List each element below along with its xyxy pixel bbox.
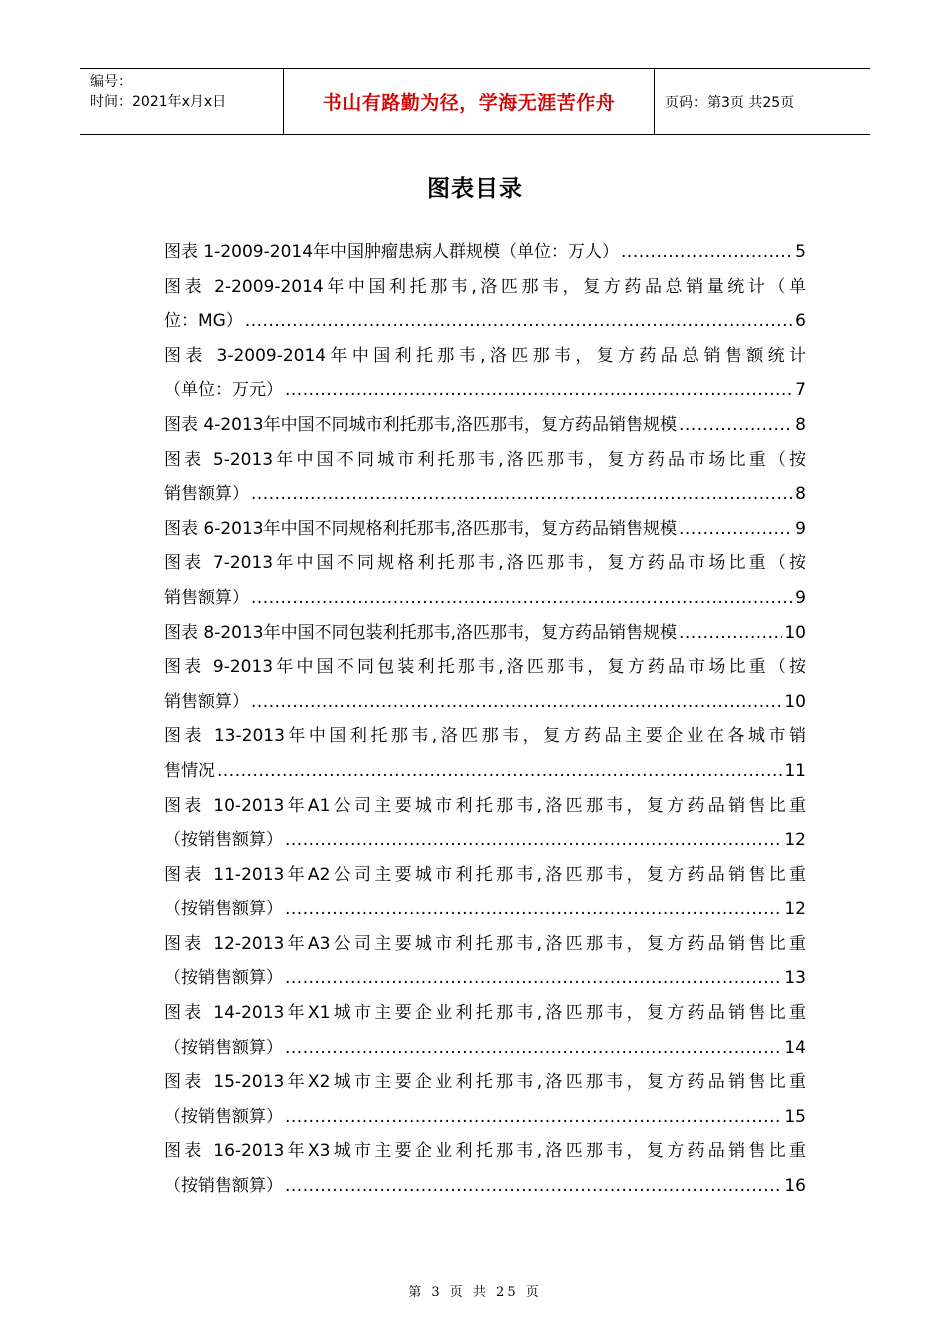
toc-dot-leader	[285, 892, 782, 927]
toc-dot-leader	[251, 581, 793, 616]
toc-entry-text: 图表 1-2009-2014年中国肿瘤患病人群规模（单位：万人）	[164, 242, 620, 262]
toc-entry-line	[164, 581, 806, 616]
toc-entry-line	[164, 685, 806, 720]
toc-dot-leader	[285, 1100, 782, 1135]
toc-entry-line	[164, 1169, 806, 1204]
toc-page-number: 12	[784, 830, 806, 851]
toc-entry-text: 图表 12-2013年A3公司主要城市利托那韦,洛匹那韦，复方药品销售比重	[164, 933, 806, 954]
toc-dot-leader	[285, 373, 793, 408]
toc-entry-line	[164, 823, 806, 858]
toc-entry-line	[164, 443, 806, 478]
toc-dot-leader	[251, 685, 782, 720]
page-title: 图表目录	[427, 176, 523, 202]
toc-dot-leader	[285, 1169, 782, 1204]
page-footer: 第 3 页 共 25 页	[408, 1285, 542, 1300]
page-header	[80, 68, 870, 135]
toc-entry-text: 图表 10-2013年A1公司主要城市利托那韦,洛匹那韦，复方药品销售比重	[164, 795, 806, 816]
toc-entry-text: 图表 3-2009-2014年中国利托那韦,洛匹那韦，复方药品总销售额统计	[164, 345, 806, 366]
toc-entry-text: 图表 8-2013年中国不同包装利托那韦,洛匹那韦，复方药品销售规模	[164, 622, 678, 643]
toc-entry[interactable]	[164, 443, 806, 512]
toc-entry-text: 销售额算）	[164, 484, 249, 505]
toc-dot-leader	[621, 235, 793, 270]
toc-entry-text: （按销售额算）	[164, 830, 283, 851]
toc-page-number: 13	[784, 968, 806, 989]
toc-entry[interactable]	[164, 789, 806, 858]
table-of-figures	[164, 235, 806, 1204]
toc-entry-line	[164, 719, 806, 754]
toc-entry-line	[164, 892, 806, 927]
toc-entry[interactable]	[164, 927, 806, 996]
toc-entry-line	[164, 858, 806, 893]
toc-page-number: 10	[784, 691, 806, 712]
header-page-info: 页码：第3页 共25页	[665, 94, 795, 111]
toc-dot-leader	[679, 616, 782, 651]
toc-entry-text: 图表 16-2013年X3城市主要企业利托那韦,洛匹那韦，复方药品销售比重	[164, 1141, 806, 1162]
toc-entry-text: 图表 2-2009-2014年中国利托那韦,洛匹那韦，复方药品总销量统计（单	[164, 276, 806, 297]
toc-entry-line	[164, 408, 806, 443]
toc-entry-line	[164, 339, 806, 374]
date-label: 时间：2021年x月x日	[90, 94, 227, 110]
toc-entry-text: （单位：万元）	[164, 380, 283, 401]
toc-entry-line	[164, 304, 806, 339]
header-motto: 书山有路勤为径，学海无涯苦作舟	[283, 69, 655, 134]
toc-entry[interactable]	[164, 616, 806, 651]
number-label: 编号：	[90, 74, 132, 90]
toc-entry-text: 售情况	[164, 760, 215, 781]
toc-page-number: 16	[784, 1176, 806, 1197]
toc-entry-text: 图表 6-2013年中国不同规格利托那韦,洛匹那韦，复方药品销售规模	[164, 518, 678, 539]
toc-entry[interactable]	[164, 408, 806, 443]
toc-entry-text: 图表 11-2013年A2公司主要城市利托那韦,洛匹那韦，复方药品销售比重	[164, 864, 806, 885]
toc-entry-text: （按销售额算）	[164, 1176, 283, 1197]
toc-entry[interactable]	[164, 235, 806, 270]
toc-entry-text: （按销售额算）	[164, 1037, 283, 1058]
toc-page-number: 8	[795, 484, 806, 505]
toc-entry[interactable]	[164, 719, 806, 788]
toc-entry-text: 图表 13-2013年中国利托那韦,洛匹那韦，复方药品主要企业在各城市销	[164, 726, 806, 747]
header-meta	[80, 69, 283, 134]
toc-entry-text: 图表 9-2013年中国不同包装利托那韦,洛匹那韦，复方药品市场比重（按	[164, 657, 806, 678]
toc-page-number: 6	[795, 311, 806, 332]
toc-page-number: 8	[795, 414, 806, 435]
toc-page-number: 15	[784, 1106, 806, 1127]
toc-entry-line	[164, 650, 806, 685]
toc-entry-line	[164, 1065, 806, 1100]
toc-entry[interactable]	[164, 1065, 806, 1134]
toc-entry-line	[164, 1134, 806, 1169]
toc-entry-line	[164, 996, 806, 1031]
toc-entry[interactable]	[164, 546, 806, 615]
toc-entry-text: 图表 15-2013年X2城市主要企业利托那韦,洛匹那韦，复方药品销售比重	[164, 1072, 806, 1093]
toc-page-number: 12	[784, 899, 806, 920]
toc-dot-leader	[245, 304, 793, 339]
toc-entry-text: 图表 14-2013年X1城市主要企业利托那韦,洛匹那韦，复方药品销售比重	[164, 1003, 806, 1024]
toc-page-number: 10	[784, 622, 806, 643]
toc-dot-leader	[285, 961, 782, 996]
toc-dot-leader	[251, 477, 793, 512]
toc-page-number: 7	[795, 380, 806, 401]
toc-entry-line	[164, 789, 806, 824]
toc-entry-line	[164, 1100, 806, 1135]
toc-entry-line	[164, 373, 806, 408]
toc-entry-text: 销售额算）	[164, 691, 249, 712]
toc-entry-text: （按销售额算）	[164, 968, 283, 989]
toc-entry-line	[164, 1031, 806, 1066]
toc-entry[interactable]	[164, 650, 806, 719]
toc-entry-line	[164, 546, 806, 581]
toc-entry[interactable]	[164, 270, 806, 339]
toc-entry-text: 位：MG）	[164, 311, 243, 332]
toc-entry-text: 图表 7-2013年中国不同规格利托那韦,洛匹那韦，复方药品市场比重（按	[164, 553, 806, 574]
toc-entry-text: 图表 5-2013年中国不同城市利托那韦,洛匹那韦，复方药品市场比重（按	[164, 449, 806, 470]
toc-dot-leader	[679, 512, 793, 547]
toc-entry[interactable]	[164, 339, 806, 408]
toc-entry-text: （按销售额算）	[164, 899, 283, 920]
toc-entry-line	[164, 961, 806, 996]
toc-dot-leader	[285, 1031, 782, 1066]
toc-entry[interactable]	[164, 1134, 806, 1203]
toc-entry[interactable]	[164, 512, 806, 547]
toc-entry[interactable]	[164, 996, 806, 1065]
toc-page-number: 5	[795, 242, 806, 262]
toc-dot-leader	[217, 754, 782, 789]
toc-page-number: 9	[795, 587, 806, 608]
toc-dot-leader	[679, 408, 793, 443]
toc-entry-line	[164, 477, 806, 512]
toc-entry-line	[164, 235, 806, 270]
toc-entry-line	[164, 927, 806, 962]
toc-entry-line	[164, 270, 806, 305]
toc-entry-text: 销售额算）	[164, 587, 249, 608]
toc-entry-text: 图表 4-2013年中国不同城市利托那韦,洛匹那韦，复方药品销售规模	[164, 414, 678, 435]
toc-page-number: 14	[784, 1037, 806, 1058]
toc-page-number: 11	[784, 760, 806, 781]
toc-dot-leader	[285, 823, 782, 858]
toc-entry[interactable]	[164, 858, 806, 927]
toc-entry-line	[164, 754, 806, 789]
toc-page-number: 9	[795, 518, 806, 539]
toc-entry-text: （按销售额算）	[164, 1106, 283, 1127]
toc-entry-line	[164, 512, 806, 547]
toc-entry-line	[164, 616, 806, 651]
